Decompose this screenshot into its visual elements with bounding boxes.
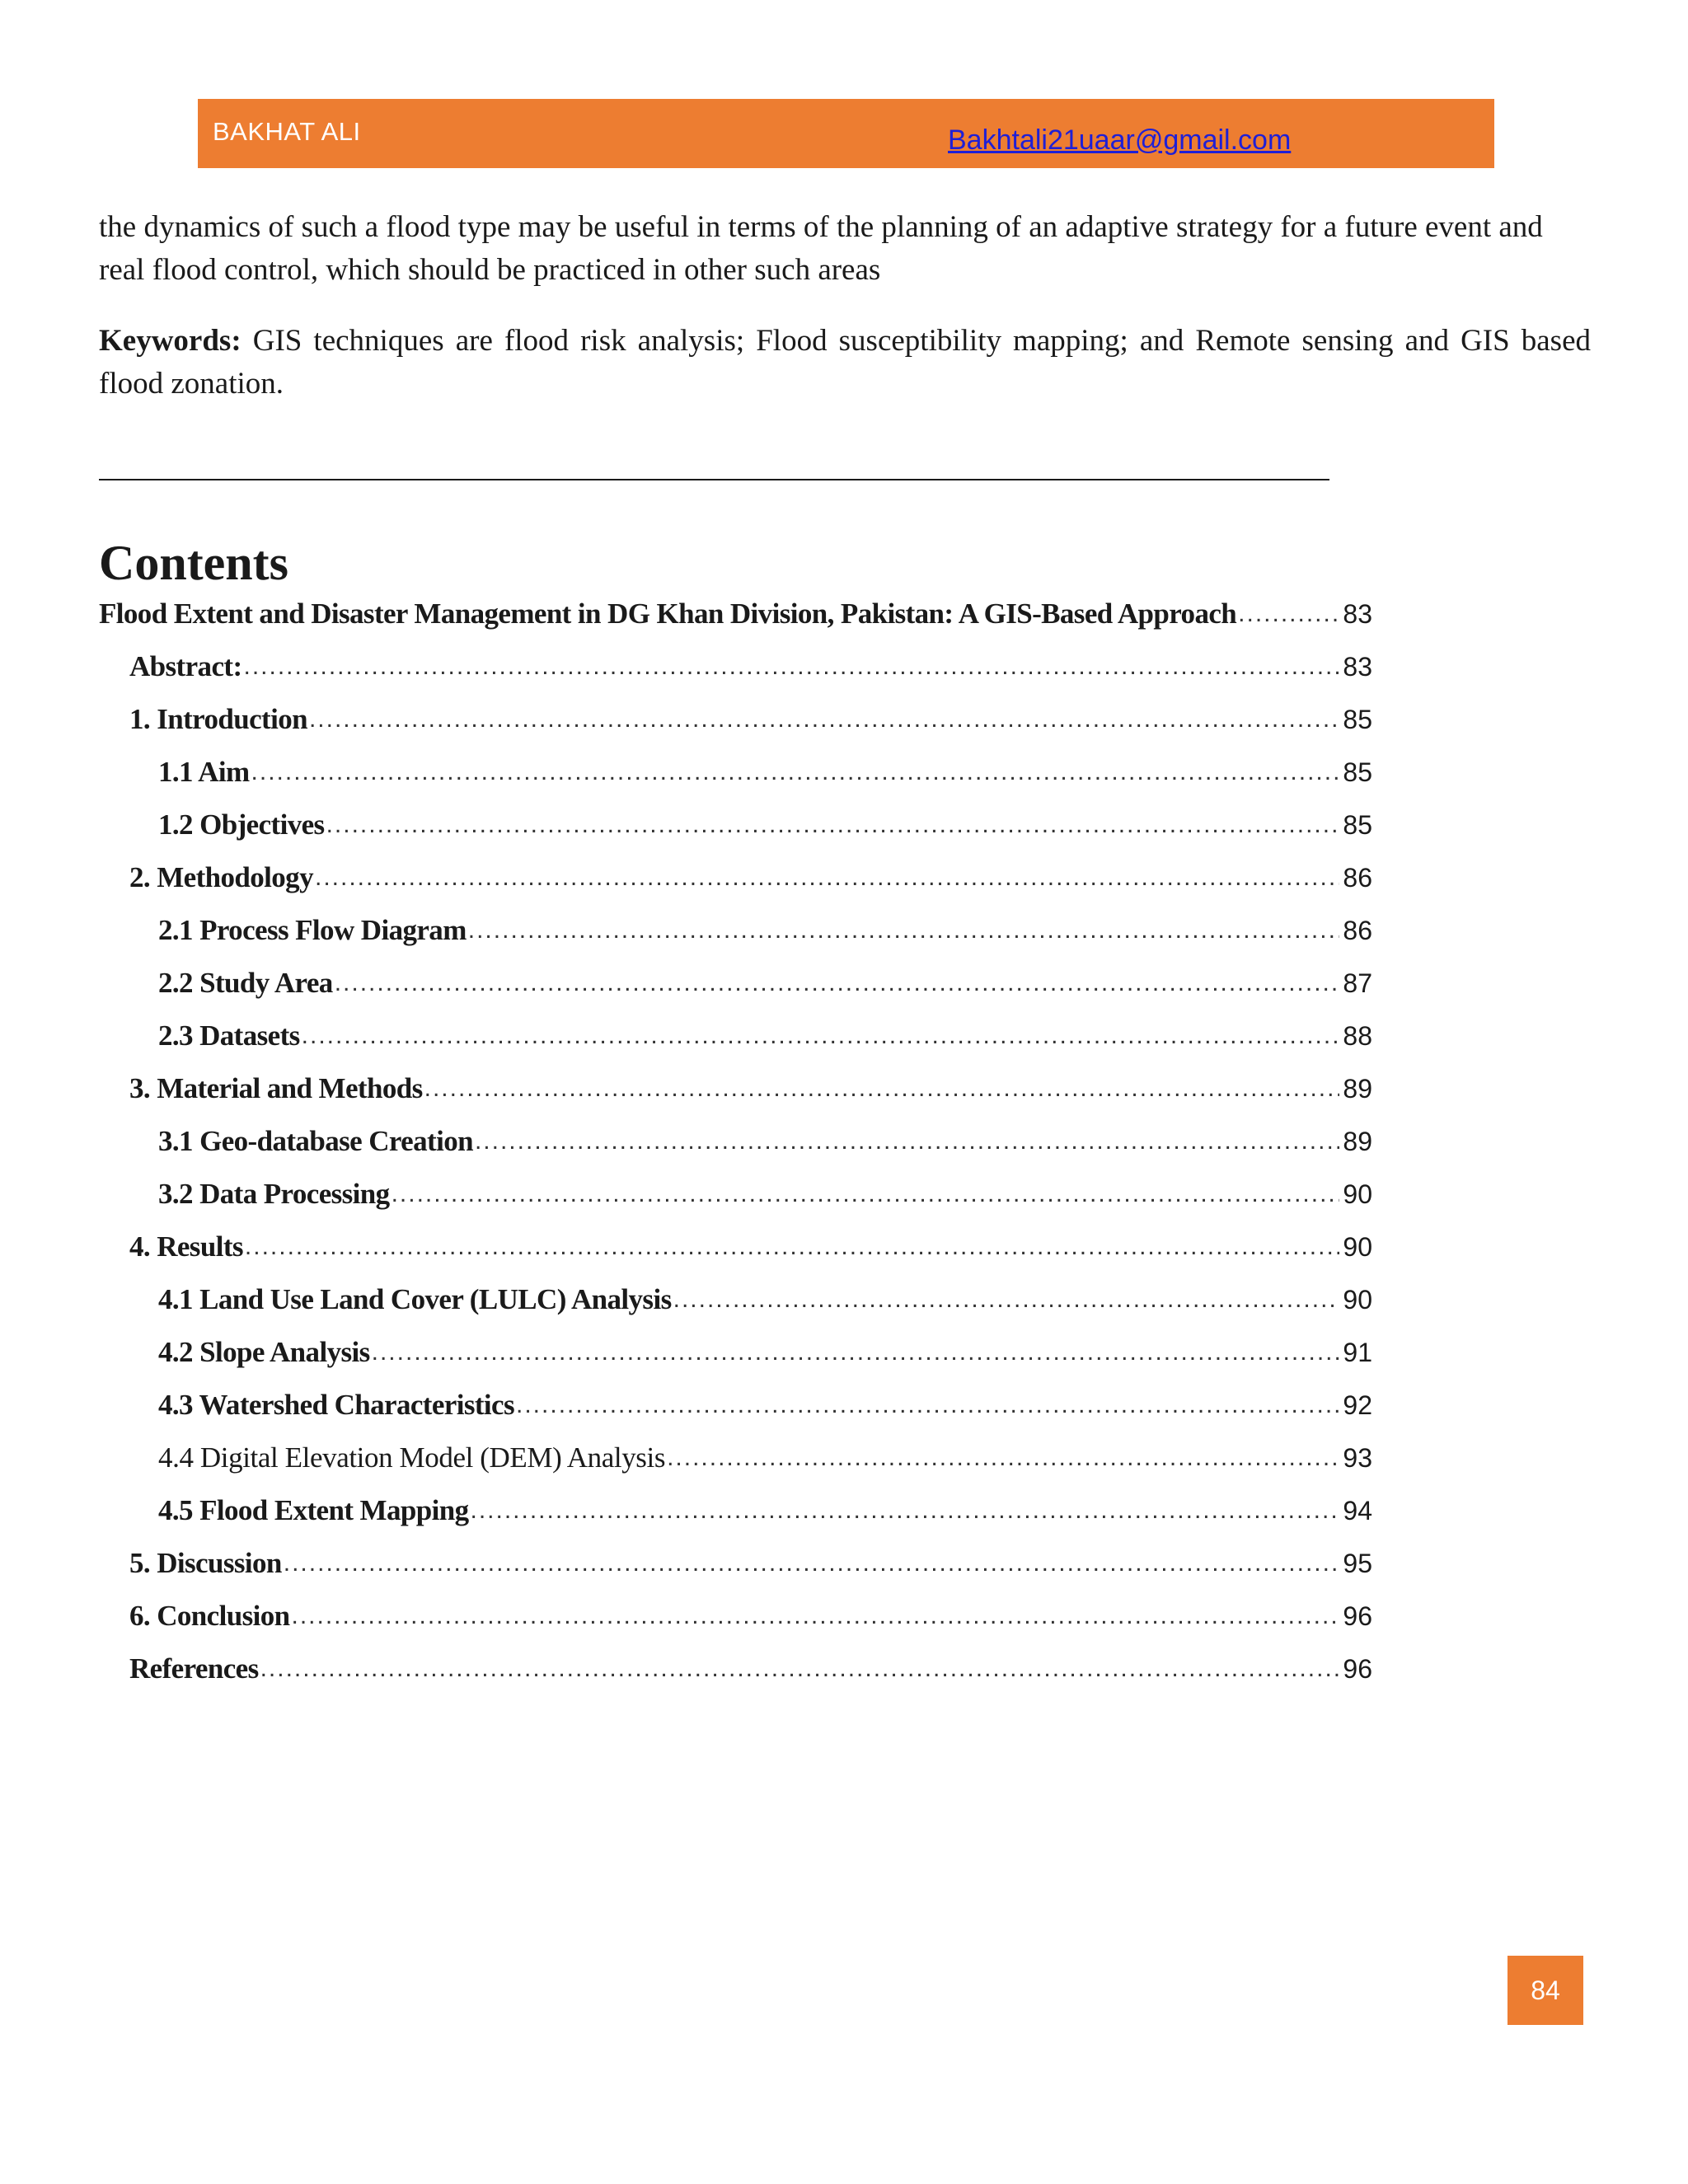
toc-dot-leader <box>284 1543 1340 1584</box>
toc-entry-label: 1.2 Objectives <box>158 808 325 841</box>
toc-entry-label: 2.1 Process Flow Diagram <box>158 914 467 946</box>
toc-page-number: 96 <box>1343 1654 1372 1684</box>
toc-entry-label: References <box>129 1652 259 1685</box>
contents-heading: Contents <box>99 536 289 590</box>
toc-entry-results[interactable] <box>129 1226 1372 1268</box>
toc-page-number: 95 <box>1343 1549 1372 1578</box>
toc-dot-leader <box>424 1068 1340 1109</box>
toc-page-number: 90 <box>1343 1232 1372 1262</box>
toc-entry-label: Flood Extent and Disaster Management in DG Khan Division, Pakistan: A GIS-Based Approach <box>99 598 1237 630</box>
toc-entry-slope[interactable] <box>158 1332 1372 1373</box>
toc-entry-objectives[interactable] <box>158 804 1372 846</box>
toc-page-number: 85 <box>1343 705 1372 734</box>
toc-entry-label: 2.3 Datasets <box>158 1019 300 1052</box>
toc-entry-conclusion[interactable] <box>129 1596 1372 1637</box>
toc-page-number: 94 <box>1343 1496 1372 1526</box>
toc-entry-label: 4. Results <box>129 1230 243 1263</box>
toc-page-number: 85 <box>1343 810 1372 840</box>
toc-entry-label: 4.1 Land Use Land Cover (LULC) Analysis <box>158 1283 672 1315</box>
toc-entry-dem[interactable] <box>158 1437 1372 1479</box>
intro-paragraph: the dynamics of such a flood type may be useful in terms of the planning of an adaptive strategy for a future event and real flood control, which should be practiced in other such areas <box>99 210 1543 287</box>
header-band <box>198 99 1494 168</box>
toc-dot-leader <box>335 963 1340 1004</box>
toc-dot-leader <box>475 1121 1339 1162</box>
toc-dot-leader <box>470 1490 1339 1531</box>
toc-page-number: 93 <box>1343 1443 1372 1473</box>
toc-dot-leader <box>291 1596 1339 1637</box>
toc-dot-leader <box>673 1279 1340 1320</box>
toc-entry-label: 4.3 Watershed Characteristics <box>158 1389 515 1421</box>
toc-entry-geodatabase[interactable] <box>158 1121 1372 1162</box>
toc-page-number: 91 <box>1343 1338 1372 1367</box>
header-author: BAKHAT ALI <box>213 117 361 146</box>
toc-entry-process-flow[interactable] <box>158 910 1372 951</box>
keywords-text: GIS techniques are flood risk analysis; Flood susceptibility mapping; and Remote sensing and GIS based flood zonation. <box>99 324 1591 401</box>
toc-entry-label: 3.2 Data Processing <box>158 1178 390 1210</box>
header-email-link[interactable]: Bakhtali21uaar@gmail.com <box>948 124 1292 156</box>
toc-dot-leader <box>326 804 1340 846</box>
toc-entry-label: 2. Methodology <box>129 861 313 893</box>
toc-page-number: 88 <box>1343 1021 1372 1051</box>
toc-dot-leader <box>315 857 1339 898</box>
toc-entry-label: 2.2 Study Area <box>158 967 333 999</box>
toc-dot-leader <box>392 1174 1340 1215</box>
toc-entry-lulc[interactable] <box>158 1279 1372 1320</box>
toc-entry-label: 4.4 Digital Elevation Model (DEM) Analysis <box>158 1441 666 1474</box>
page-number-badge: 84 <box>1507 1956 1583 2025</box>
toc-entry-references[interactable] <box>129 1648 1372 1690</box>
toc-dot-leader <box>260 1648 1340 1690</box>
toc-entry-methodology[interactable] <box>129 857 1372 898</box>
toc-page-number: 86 <box>1343 916 1372 945</box>
toc-dot-leader <box>667 1437 1339 1479</box>
toc-entry-label: 4.2 Slope Analysis <box>158 1336 370 1368</box>
toc-entry-label: 1. Introduction <box>129 703 307 735</box>
toc-page-number: 83 <box>1343 599 1372 629</box>
toc-page-number: 85 <box>1343 757 1372 787</box>
toc-dot-leader <box>372 1332 1340 1373</box>
toc-entry-discussion[interactable] <box>129 1543 1372 1584</box>
toc-page-number: 96 <box>1343 1601 1372 1631</box>
toc-page-number: 87 <box>1343 968 1372 998</box>
toc-entry-study-area[interactable] <box>158 963 1372 1004</box>
toc-entry-flood-extent[interactable] <box>158 1490 1372 1531</box>
toc-entry-label: 1.1 Aim <box>158 756 250 788</box>
toc-page-number: 83 <box>1343 652 1372 682</box>
toc-entry-material-methods[interactable] <box>129 1068 1372 1109</box>
toc-entry-label: 3.1 Geo-database Creation <box>158 1125 473 1157</box>
toc-dot-leader <box>516 1385 1339 1426</box>
toc-page-number: 89 <box>1343 1074 1372 1104</box>
toc-dot-leader <box>309 699 1339 740</box>
toc-dot-leader <box>244 646 1340 687</box>
toc-entry-label: 5. Discussion <box>129 1547 282 1579</box>
toc-page-number: 86 <box>1343 863 1372 893</box>
toc-page-number: 89 <box>1343 1127 1372 1156</box>
toc-entry-introduction[interactable] <box>129 699 1372 740</box>
toc-dot-leader <box>245 1226 1340 1268</box>
toc-entry-label: Abstract: <box>129 650 242 682</box>
toc-entry-title[interactable] <box>99 593 1372 635</box>
horizontal-rule <box>99 479 1329 480</box>
toc-page-number: 90 <box>1343 1179 1372 1209</box>
toc-entry-data-processing[interactable] <box>158 1174 1372 1215</box>
toc-entry-label: 6. Conclusion <box>129 1600 290 1632</box>
toc-entry-aim[interactable] <box>158 752 1372 793</box>
toc-dot-leader <box>302 1015 1340 1057</box>
toc-entry-label: 3. Material and Methods <box>129 1072 423 1104</box>
keywords-paragraph <box>99 320 1591 405</box>
toc-entry-abstract[interactable] <box>129 646 1372 687</box>
toc-dot-leader <box>468 910 1340 951</box>
toc-dot-leader <box>251 752 1340 793</box>
keywords-label: Keywords: <box>99 324 241 358</box>
toc-page-number: 92 <box>1343 1390 1372 1420</box>
toc-dot-leader <box>1238 593 1339 635</box>
toc-entry-label: 4.5 Flood Extent Mapping <box>158 1494 469 1526</box>
toc-page-number: 90 <box>1343 1285 1372 1315</box>
toc-entry-watershed[interactable] <box>158 1385 1372 1426</box>
toc-entry-datasets[interactable] <box>158 1015 1372 1057</box>
